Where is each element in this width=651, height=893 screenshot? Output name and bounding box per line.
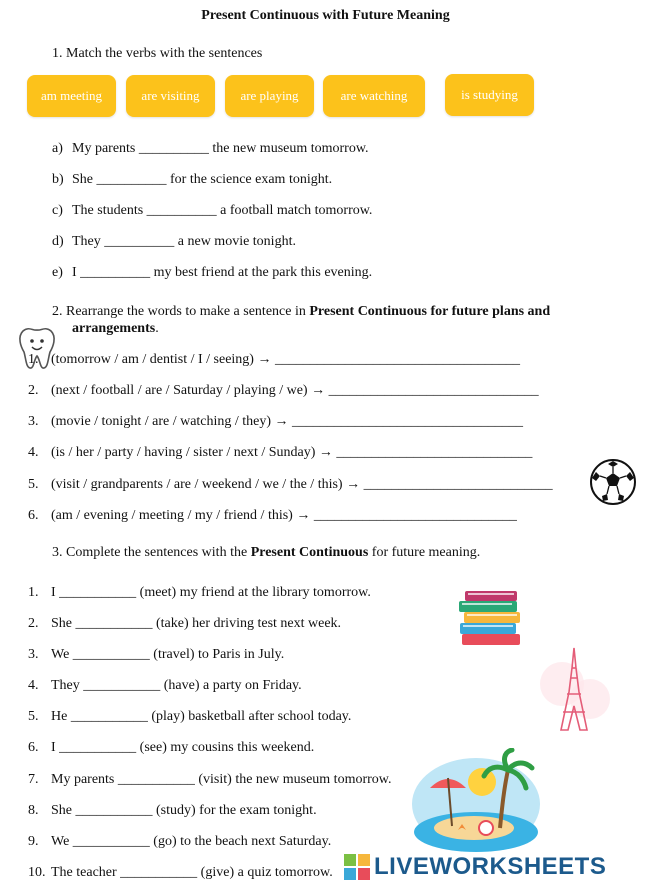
chip-label: are visiting <box>141 88 200 103</box>
item-letter: d) <box>52 234 64 249</box>
complete-num-10: 10. <box>28 865 46 880</box>
rearrange-item-2[interactable]: (next / football / are / Saturday / playing / we) → ______________________________ <box>51 383 539 398</box>
soccer-ball-icon <box>589 458 637 506</box>
rearrange-num-3: 3. <box>28 414 39 429</box>
list-item-e <box>52 265 63 281</box>
rearrange-num-2: 2. <box>28 383 39 398</box>
complete-item-7[interactable]: My parents ___________ (visit) the new museum tomorrow. <box>51 772 392 787</box>
complete-num-1: 1. <box>28 585 39 600</box>
liveworksheets-logo-icon <box>344 854 370 880</box>
sentence-e[interactable]: I __________ my best friend at the park this evening. <box>72 265 373 280</box>
heading-text: 3. Complete the sentences with the <box>52 545 251 560</box>
complete-item-8[interactable]: She ___________ (study) for the exam tonight. <box>51 803 317 818</box>
complete-num-7: 7. <box>28 772 39 787</box>
complete-item-1[interactable]: I ___________ (meet) my friend at the library tomorrow. <box>51 585 371 600</box>
item-letter: c) <box>52 203 63 218</box>
heading-text: 2. Rearrange the words to make a sentence in <box>52 304 310 319</box>
heading-bold: Present Continuous for future plans and <box>309 304 551 319</box>
rearrange-item-1[interactable]: (tomorrow / am / dentist / I / seeing) → ___________________________________ <box>51 352 520 367</box>
complete-item-4[interactable]: They ___________ (have) a party on Friday. <box>51 678 302 693</box>
rearrange-item-6[interactable]: (am / evening / meeting / my / friend / this) → _____________________________ <box>51 508 517 523</box>
rearrange-num-6: 6. <box>28 508 39 523</box>
sentence-c[interactable]: The students __________ a football match tomorrow. <box>72 203 373 218</box>
complete-num-8: 8. <box>28 803 39 818</box>
complete-item-10[interactable]: The teacher ___________ (give) a quiz tomorrow. <box>51 865 333 880</box>
list-item-b <box>52 172 64 188</box>
chip-are-watching[interactable] <box>323 75 425 117</box>
complete-num-2: 2. <box>28 616 39 631</box>
list-item-a <box>52 141 63 157</box>
chip-label: am meeting <box>40 88 102 103</box>
heading-bold: arrangements <box>72 321 156 336</box>
eiffel-tower-icon <box>532 644 616 734</box>
complete-item-9[interactable]: We ___________ (go) to the beach next Saturday. <box>51 834 332 849</box>
page-title: Present Continuous with Future Meaning <box>201 8 450 23</box>
heading-text: . <box>155 321 159 336</box>
heading-text: for future meaning. <box>368 545 481 560</box>
chip-is-studying[interactable] <box>445 74 534 116</box>
chip-am-meeting[interactable] <box>27 75 116 117</box>
list-item-d <box>52 234 64 250</box>
section2-heading-cont <box>72 321 159 337</box>
complete-item-6[interactable]: I ___________ (see) my cousins this weekend. <box>51 740 315 755</box>
complete-num-9: 9. <box>28 834 39 849</box>
item-letter: a) <box>52 141 63 156</box>
complete-num-3: 3. <box>28 647 39 662</box>
section3-heading <box>52 545 480 561</box>
rearrange-item-3[interactable]: (movie / tonight / are / watching / they) → _________________________________ <box>51 414 524 429</box>
rearrange-item-5[interactable]: (visit / grandparents / are / weekend / we / the / this) → ___________________________ <box>51 477 553 492</box>
watermark <box>344 853 606 881</box>
complete-num-5: 5. <box>28 709 39 724</box>
section2-heading <box>52 304 550 320</box>
books-icon <box>456 586 526 650</box>
item-letter: e) <box>52 265 63 280</box>
chip-are-playing[interactable] <box>225 75 314 117</box>
section1-heading: 1. Match the verbs with the sentences <box>52 46 263 61</box>
chip-label: are watching <box>340 88 408 103</box>
chip-are-visiting[interactable] <box>126 75 215 117</box>
rearrange-num-1: 1. <box>28 352 39 367</box>
complete-num-4: 4. <box>28 678 39 693</box>
sentence-b[interactable]: She __________ for the science exam tonight. <box>72 172 333 187</box>
item-letter: b) <box>52 172 64 187</box>
complete-num-6: 6. <box>28 740 39 755</box>
watermark-text: LIVEWORKSHEETS <box>374 853 607 880</box>
sentence-d[interactable]: They __________ a new movie tonight. <box>72 234 296 249</box>
beach-icon <box>404 748 544 856</box>
rearrange-num-5: 5. <box>28 477 39 492</box>
rearrange-num-4: 4. <box>28 445 39 460</box>
chip-label: is studying <box>461 87 518 102</box>
complete-item-3[interactable]: We ___________ (travel) to Paris in July. <box>51 647 285 662</box>
rearrange-item-4[interactable]: (is / her / party / having / sister / next / Sunday) → ____________________________ <box>51 445 533 460</box>
sentence-a[interactable]: My parents __________ the new museum tomorrow. <box>72 141 369 156</box>
heading-bold: Present Continuous <box>250 545 369 560</box>
complete-item-2[interactable]: She ___________ (take) her driving test next week. <box>51 616 342 631</box>
complete-item-5[interactable]: He ___________ (play) basketball after school today. <box>51 709 352 724</box>
list-item-c <box>52 203 63 219</box>
chip-label: are playing <box>240 88 299 103</box>
